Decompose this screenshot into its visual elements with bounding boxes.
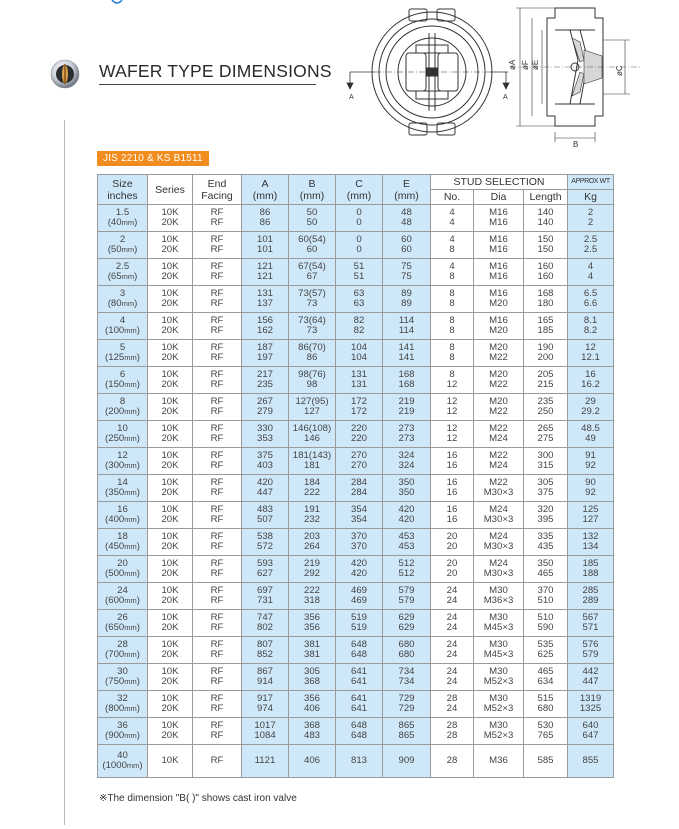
- cell-a: 917 974: [242, 691, 289, 718]
- front-view-diagram: [340, 5, 510, 145]
- cell-a: 121 121: [242, 259, 289, 286]
- cell-series: 10K 20K: [148, 313, 193, 340]
- table-row: [98, 448, 614, 475]
- cell-kg: 442 447: [568, 664, 614, 691]
- cell-stud-dia: M22 M24: [474, 448, 524, 475]
- cell-end-facing: RF RF: [193, 583, 242, 610]
- cell-stud-dia: M30 M52×3: [474, 718, 524, 745]
- cell-a: 86 86: [242, 205, 289, 232]
- cell-series: 10K 20K: [148, 502, 193, 529]
- header-e: E (mm): [383, 175, 431, 205]
- cell-stud-dia: M20 M22: [474, 394, 524, 421]
- cell-stud-no: 12 12: [431, 421, 474, 448]
- cell-stud-length: 300 315: [524, 448, 568, 475]
- cell-size: 1.5 (40mm): [98, 205, 148, 232]
- cell-series: 10K 20K: [148, 205, 193, 232]
- cell-b: 67(54) 67: [289, 259, 336, 286]
- cell-c: 813: [336, 745, 383, 778]
- cell-kg: 2 2: [568, 205, 614, 232]
- cell-series: 10K 20K: [148, 286, 193, 313]
- cell-kg: 576 579: [568, 637, 614, 664]
- cell-b: 73(57) 73: [289, 286, 336, 313]
- cell-stud-no: 4 8: [431, 232, 474, 259]
- header-end-facing: End Facing: [193, 175, 242, 205]
- cell-stud-dia: M16 M20: [474, 313, 524, 340]
- top-accent-mark: [111, 0, 123, 5]
- cell-size: 10 (250mm): [98, 421, 148, 448]
- cell-end-facing: RF: [193, 745, 242, 778]
- cell-kg: 91 92: [568, 448, 614, 475]
- cell-c: 0 0: [336, 232, 383, 259]
- table-row: [98, 232, 614, 259]
- cell-stud-length: 235 250: [524, 394, 568, 421]
- cell-c: 648 648: [336, 637, 383, 664]
- dim-label-e: øE: [531, 59, 540, 70]
- table-row: [98, 637, 614, 664]
- standard-tag: JIS 2210 & KS B1511: [97, 151, 209, 166]
- cell-a: 483 507: [242, 502, 289, 529]
- cell-size: 24 (600mm): [98, 583, 148, 610]
- cell-kg: 640 647: [568, 718, 614, 745]
- cell-kg: 1319 1325: [568, 691, 614, 718]
- cell-b: 368 483: [289, 718, 336, 745]
- cell-stud-no: 8 8: [431, 340, 474, 367]
- cell-c: 284 284: [336, 475, 383, 502]
- cell-stud-length: 530 765: [524, 718, 568, 745]
- cell-series: 10K 20K: [148, 691, 193, 718]
- dim-label-b: B: [573, 140, 579, 148]
- cell-stud-no: 16 16: [431, 475, 474, 502]
- cell-size: 28 (700mm): [98, 637, 148, 664]
- cell-b: 191 232: [289, 502, 336, 529]
- cell-end-facing: RF RF: [193, 610, 242, 637]
- cell-stud-no: 16 16: [431, 448, 474, 475]
- cell-series: 10K 20K: [148, 232, 193, 259]
- cell-stud-length: 265 275: [524, 421, 568, 448]
- cell-size: 8 (200mm): [98, 394, 148, 421]
- cell-e: 420 420: [383, 502, 431, 529]
- header-size: Size inches: [98, 175, 148, 205]
- header-b: B (mm): [289, 175, 336, 205]
- cell-a: 187 197: [242, 340, 289, 367]
- cell-a: 1017 1084: [242, 718, 289, 745]
- cell-stud-length: 165 185: [524, 313, 568, 340]
- cell-e: 909: [383, 745, 431, 778]
- cell-b: 356 356: [289, 610, 336, 637]
- cell-b: 181(143) 181: [289, 448, 336, 475]
- cell-kg: 16 16.2: [568, 367, 614, 394]
- cell-end-facing: RF RF: [193, 664, 242, 691]
- cell-b: 98(76) 98: [289, 367, 336, 394]
- cell-size: 12 (300mm): [98, 448, 148, 475]
- cell-a: 330 353: [242, 421, 289, 448]
- cell-stud-length: 510 590: [524, 610, 568, 637]
- cell-a: 131 137: [242, 286, 289, 313]
- cell-kg: 855: [568, 745, 614, 778]
- cell-stud-length: 190 200: [524, 340, 568, 367]
- cell-end-facing: RF RF: [193, 232, 242, 259]
- cell-stud-dia: M22 M30×3: [474, 475, 524, 502]
- cell-size: 2.5 (65mm): [98, 259, 148, 286]
- cell-stud-no: 8 12: [431, 367, 474, 394]
- dimensions-table: [97, 174, 614, 778]
- table-row: [98, 286, 614, 313]
- cell-kg: 185 188: [568, 556, 614, 583]
- cell-size: 36 (900mm): [98, 718, 148, 745]
- cell-stud-length: 168 180: [524, 286, 568, 313]
- cell-size: 18 (450mm): [98, 529, 148, 556]
- cell-kg: 48.5 49: [568, 421, 614, 448]
- cell-c: 0 0: [336, 205, 383, 232]
- cell-end-facing: RF RF: [193, 637, 242, 664]
- cell-b: 305 368: [289, 664, 336, 691]
- cell-size: 40 (1000mm): [98, 745, 148, 778]
- cell-e: 48 48: [383, 205, 431, 232]
- header-stud-length: Length: [524, 190, 568, 205]
- cell-e: 89 89: [383, 286, 431, 313]
- cell-c: 131 131: [336, 367, 383, 394]
- cell-end-facing: RF RF: [193, 286, 242, 313]
- cell-a: 156 162: [242, 313, 289, 340]
- cell-end-facing: RF RF: [193, 529, 242, 556]
- cell-b: 146(108) 146: [289, 421, 336, 448]
- table-row: [98, 745, 614, 778]
- cell-c: 51 51: [336, 259, 383, 286]
- cell-a: 101 101: [242, 232, 289, 259]
- cell-stud-dia: M36: [474, 745, 524, 778]
- cell-kg: 4 4: [568, 259, 614, 286]
- cell-a: 807 852: [242, 637, 289, 664]
- cell-series: 10K 20K: [148, 421, 193, 448]
- cell-end-facing: RF RF: [193, 205, 242, 232]
- cell-stud-dia: M24 M30×3: [474, 556, 524, 583]
- cell-c: 641 641: [336, 691, 383, 718]
- cell-kg: 567 571: [568, 610, 614, 637]
- section-label-left: A: [349, 94, 354, 101]
- cell-a: 267 279: [242, 394, 289, 421]
- cell-e: 729 729: [383, 691, 431, 718]
- cell-stud-length: 585: [524, 745, 568, 778]
- cell-a: 538 572: [242, 529, 289, 556]
- cell-stud-no: 24 24: [431, 583, 474, 610]
- cell-stud-no: 20 20: [431, 529, 474, 556]
- cell-b: 222 318: [289, 583, 336, 610]
- cell-e: 324 324: [383, 448, 431, 475]
- cell-series: 10K 20K: [148, 556, 193, 583]
- cell-series: 10K 20K: [148, 718, 193, 745]
- cell-a: 375 403: [242, 448, 289, 475]
- cell-kg: 6.5 6.6: [568, 286, 614, 313]
- cell-c: 354 354: [336, 502, 383, 529]
- cell-stud-length: 535 625: [524, 637, 568, 664]
- cell-c: 82 82: [336, 313, 383, 340]
- dim-label-c: øC: [615, 65, 624, 76]
- cell-e: 75 75: [383, 259, 431, 286]
- cell-c: 420 420: [336, 556, 383, 583]
- cell-e: 579 579: [383, 583, 431, 610]
- cell-series: 10K 20K: [148, 394, 193, 421]
- cell-stud-no: 28: [431, 745, 474, 778]
- table-row: [98, 691, 614, 718]
- cell-stud-dia: M30 M52×3: [474, 691, 524, 718]
- cell-e: 629 629: [383, 610, 431, 637]
- cell-c: 469 469: [336, 583, 383, 610]
- header-series: Series: [148, 175, 193, 205]
- table-row: [98, 664, 614, 691]
- cell-kg: 285 289: [568, 583, 614, 610]
- cell-end-facing: RF RF: [193, 718, 242, 745]
- cell-end-facing: RF RF: [193, 475, 242, 502]
- cell-e: 512 512: [383, 556, 431, 583]
- cell-e: 680 680: [383, 637, 431, 664]
- cell-b: 60(54) 60: [289, 232, 336, 259]
- cell-stud-dia: M16 M16: [474, 205, 524, 232]
- cell-stud-length: 160 160: [524, 259, 568, 286]
- cell-b: 73(64) 73: [289, 313, 336, 340]
- header-stud-dia: Dia: [474, 190, 524, 205]
- cell-c: 172 172: [336, 394, 383, 421]
- cell-e: 219 219: [383, 394, 431, 421]
- cell-e: 865 865: [383, 718, 431, 745]
- dim-label-a: øA: [508, 59, 517, 70]
- cell-stud-dia: M22 M24: [474, 421, 524, 448]
- cell-series: 10K 20K: [148, 340, 193, 367]
- cell-stud-length: 305 375: [524, 475, 568, 502]
- cell-series: 10K 20K: [148, 529, 193, 556]
- cell-stud-dia: M16 M16: [474, 259, 524, 286]
- table-row: [98, 529, 614, 556]
- cell-size: 14 (350mm): [98, 475, 148, 502]
- cell-end-facing: RF RF: [193, 556, 242, 583]
- valve-icon: [50, 59, 80, 89]
- cell-stud-dia: M16 M20: [474, 286, 524, 313]
- cell-series: 10K 20K: [148, 637, 193, 664]
- cell-b: 356 406: [289, 691, 336, 718]
- title-underline: [99, 84, 316, 85]
- cell-c: 104 104: [336, 340, 383, 367]
- cell-b: 86(70) 86: [289, 340, 336, 367]
- side-section-diagram: [500, 0, 650, 148]
- table-row: [98, 583, 614, 610]
- cell-e: 60 60: [383, 232, 431, 259]
- cell-end-facing: RF RF: [193, 313, 242, 340]
- cell-a: 420 447: [242, 475, 289, 502]
- cell-c: 220 220: [336, 421, 383, 448]
- cell-a: 747 802: [242, 610, 289, 637]
- cell-e: 453 453: [383, 529, 431, 556]
- cell-stud-no: 24 24: [431, 637, 474, 664]
- header-a: A (mm): [242, 175, 289, 205]
- cell-c: 648 648: [336, 718, 383, 745]
- cell-stud-dia: M20 M22: [474, 367, 524, 394]
- cell-kg: 132 134: [568, 529, 614, 556]
- cell-size: 3 (80mm): [98, 286, 148, 313]
- cell-a: 867 914: [242, 664, 289, 691]
- cell-stud-dia: M30 M45×3: [474, 637, 524, 664]
- cell-stud-length: 350 465: [524, 556, 568, 583]
- cell-series: 10K 20K: [148, 475, 193, 502]
- cell-size: 20 (500mm): [98, 556, 148, 583]
- cell-stud-length: 465 634: [524, 664, 568, 691]
- cell-b: 50 50: [289, 205, 336, 232]
- cell-size: 4 (100mm): [98, 313, 148, 340]
- cell-series: 10K 20K: [148, 610, 193, 637]
- cell-c: 370 370: [336, 529, 383, 556]
- cell-size: 30 (750mm): [98, 664, 148, 691]
- cell-e: 168 168: [383, 367, 431, 394]
- cell-stud-length: 140 140: [524, 205, 568, 232]
- cell-b: 203 264: [289, 529, 336, 556]
- cell-series: 10K 20K: [148, 367, 193, 394]
- cell-stud-length: 320 395: [524, 502, 568, 529]
- cell-b: 406: [289, 745, 336, 778]
- cell-stud-no: 4 8: [431, 259, 474, 286]
- cell-stud-length: 205 215: [524, 367, 568, 394]
- cell-series: 10K 20K: [148, 664, 193, 691]
- cell-stud-length: 150 150: [524, 232, 568, 259]
- table-row: [98, 718, 614, 745]
- cell-end-facing: RF RF: [193, 691, 242, 718]
- dim-label-f: øF: [521, 60, 530, 70]
- table-row: [98, 421, 614, 448]
- cell-end-facing: RF RF: [193, 259, 242, 286]
- table-row: [98, 340, 614, 367]
- cell-a: 1121: [242, 745, 289, 778]
- cell-size: 32 (800mm): [98, 691, 148, 718]
- page-title: WAFER TYPE DIMENSIONS: [99, 61, 332, 81]
- cell-stud-no: 28 28: [431, 718, 474, 745]
- cell-series: 10K: [148, 745, 193, 778]
- cell-series: 10K 20K: [148, 448, 193, 475]
- cell-stud-no: 28 24: [431, 691, 474, 718]
- cell-c: 63 63: [336, 286, 383, 313]
- cell-e: 141 141: [383, 340, 431, 367]
- cell-kg: 8.1 8.2: [568, 313, 614, 340]
- section-label-right: A: [503, 94, 508, 101]
- cell-stud-no: 8 8: [431, 313, 474, 340]
- cell-stud-dia: M24 M30×3: [474, 502, 524, 529]
- cell-size: 5 (125mm): [98, 340, 148, 367]
- header-c: C (mm): [336, 175, 383, 205]
- cell-a: 217 235: [242, 367, 289, 394]
- cell-b: 381 381: [289, 637, 336, 664]
- cell-e: 350 350: [383, 475, 431, 502]
- cell-e: 734 734: [383, 664, 431, 691]
- header-approx-wt: APPROX WT: [568, 175, 614, 190]
- cell-kg: 90 92: [568, 475, 614, 502]
- cell-end-facing: RF RF: [193, 421, 242, 448]
- cell-end-facing: RF RF: [193, 502, 242, 529]
- header-kg: Kg: [568, 190, 614, 205]
- cell-stud-no: 16 16: [431, 502, 474, 529]
- cell-stud-dia: M30 M52×3: [474, 664, 524, 691]
- cell-end-facing: RF RF: [193, 448, 242, 475]
- cell-b: 219 292: [289, 556, 336, 583]
- cell-stud-dia: M30 M45×3: [474, 610, 524, 637]
- cell-stud-dia: M16 M16: [474, 232, 524, 259]
- cell-stud-length: 370 510: [524, 583, 568, 610]
- table-row: [98, 205, 614, 232]
- cell-c: 519 519: [336, 610, 383, 637]
- cell-c: 270 270: [336, 448, 383, 475]
- cell-size: 26 (650mm): [98, 610, 148, 637]
- cell-e: 273 273: [383, 421, 431, 448]
- header-stud-selection: STUD SELECTION: [431, 175, 568, 190]
- cell-a: 697 731: [242, 583, 289, 610]
- cell-kg: 125 127: [568, 502, 614, 529]
- cell-stud-no: 24 24: [431, 664, 474, 691]
- cell-kg: 29 29.2: [568, 394, 614, 421]
- table-row: [98, 367, 614, 394]
- cell-size: 6 (150mm): [98, 367, 148, 394]
- cell-stud-length: 335 435: [524, 529, 568, 556]
- cell-series: 10K 20K: [148, 583, 193, 610]
- cell-kg: 12 12.1: [568, 340, 614, 367]
- cell-stud-no: 8 8: [431, 286, 474, 313]
- cell-stud-no: 4 4: [431, 205, 474, 232]
- cell-size: 16 (400mm): [98, 502, 148, 529]
- cell-stud-dia: M24 M30×3: [474, 529, 524, 556]
- cell-b: 184 222: [289, 475, 336, 502]
- cell-stud-dia: M20 M22: [474, 340, 524, 367]
- header-stud-no: No.: [431, 190, 474, 205]
- cell-stud-length: 515 680: [524, 691, 568, 718]
- table-row: [98, 556, 614, 583]
- cell-size: 2 (50mm): [98, 232, 148, 259]
- cell-kg: 2.5 2.5: [568, 232, 614, 259]
- cell-end-facing: RF RF: [193, 367, 242, 394]
- cell-e: 114 114: [383, 313, 431, 340]
- cell-stud-dia: M30 M36×3: [474, 583, 524, 610]
- table-row: [98, 394, 614, 421]
- table-row: [98, 610, 614, 637]
- cell-end-facing: RF RF: [193, 340, 242, 367]
- table-row: [98, 259, 614, 286]
- cell-stud-no: 12 12: [431, 394, 474, 421]
- cell-c: 641 641: [336, 664, 383, 691]
- footnote: ※The dimension "B( )" shows cast iron valve: [99, 793, 297, 804]
- left-margin-line: [64, 120, 65, 825]
- table-row: [98, 313, 614, 340]
- cell-stud-no: 24 24: [431, 610, 474, 637]
- cell-b: 127(95) 127: [289, 394, 336, 421]
- cell-stud-no: 20 20: [431, 556, 474, 583]
- table-row: [98, 502, 614, 529]
- cell-a: 593 627: [242, 556, 289, 583]
- cell-end-facing: RF RF: [193, 394, 242, 421]
- cell-series: 10K 20K: [148, 259, 193, 286]
- table-row: [98, 475, 614, 502]
